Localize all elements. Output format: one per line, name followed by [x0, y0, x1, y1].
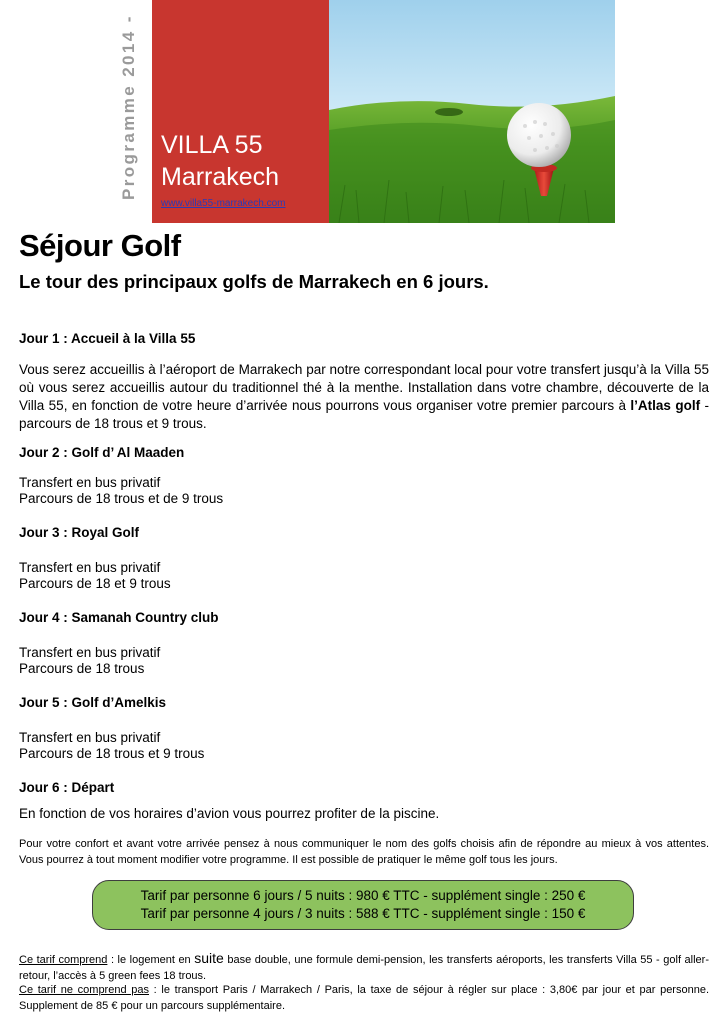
- day5-line1: Transfert en bus privatif: [19, 730, 161, 745]
- day4-line2: Parcours de 18 trous: [19, 661, 145, 676]
- day1-description: [19, 361, 709, 433]
- day3-line2: Parcours de 18 et 9 trous: [19, 576, 171, 591]
- includes-suite: suite: [194, 950, 224, 966]
- day2-line1: Transfert en bus privatif: [19, 475, 161, 490]
- day3-heading: Jour 3 : Royal Golf: [19, 525, 140, 540]
- comfort-note: Pour votre confort et avant votre arrivée pensez à nous communiquer le nom des golfs choisis afin de répondre au mieux à vos attentes. Vous pourrez à tout moment modifier votre programme. Il est possible de pratiquer le même golf tous les jours.: [19, 838, 709, 866]
- day1-heading: Jour 1 : Accueil à la Villa 55: [19, 331, 196, 346]
- day2-line2: Parcours de 18 trous et de 9 trous: [19, 491, 224, 506]
- day6-heading: Jour 6 : Départ: [19, 780, 115, 795]
- header-red-block: [152, 0, 329, 223]
- page-subtitle: Le tour des principaux golfs de Marrakech en 6 jours.: [19, 271, 489, 292]
- includes-label: Ce tarif comprend: [19, 954, 108, 966]
- tariff-includes: [19, 950, 709, 984]
- program-year-vertical: Programme 2014 -: [119, 14, 138, 200]
- includes-text-pre: : le logement en: [107, 954, 195, 966]
- villa-title-line2: Marrakech: [161, 163, 280, 191]
- excludes-label: Ce tarif ne comprend pas: [19, 984, 149, 996]
- day6-line1: En fonction de vos horaires d’avion vous pourrez profiter de la piscine.: [19, 806, 440, 821]
- website-link[interactable]: www.villa55-marrakech.com: [161, 198, 286, 209]
- villa-title-line1: VILLA 55: [161, 131, 263, 159]
- page-title: Séjour Golf: [19, 228, 181, 263]
- day1-atlas-golf: l’Atlas golf: [630, 398, 701, 413]
- pricing-box: [92, 880, 634, 930]
- day4-line1: Transfert en bus privatif: [19, 645, 161, 660]
- tariff-excludes: [19, 982, 709, 1014]
- day1-text-end: - parcours de 18 trous et 9 trous.: [19, 398, 709, 431]
- price-line-4-days: Tarif par personne 4 jours / 3 nuits : 588 € TTC - supplément single : 150 €: [140, 906, 586, 921]
- day1-text: Vous serez accueillis à l’aéroport de Marrakech par notre correspondant local pour votre transfert jusqu’à la Villa 55 où vous serez accueillis autour du traditionnel thé à la menthe. Installation dans votre chambre, découverte de la Villa 55, en fonction de votre heure d’arrivée nous pourrons vous organiser votre premier parcours à: [19, 362, 709, 413]
- price-line-6-days: Tarif par personne 6 jours / 5 nuits : 980 € TTC - supplément single : 250 €: [140, 888, 586, 903]
- includes-text-post: base double, une formule demi-pension, les transferts aéroports, les transferts Villa 55 - golf aller-retour, l’accès à 5 green fees 18 trous.: [19, 954, 709, 982]
- day2-heading: Jour 2 : Golf d’ Al Maaden: [19, 445, 185, 460]
- day5-heading: Jour 5 : Golf d’Amelkis: [19, 695, 167, 710]
- villa-title: [161, 129, 279, 193]
- day3-line1: Transfert en bus privatif: [19, 560, 161, 575]
- day5-line2: Parcours de 18 trous et 9 trous: [19, 746, 205, 761]
- golf-ball-photo: [329, 0, 615, 223]
- excludes-text: : le transport Paris / Marrakech / Paris, la taxe de séjour à régler sur place : 3,80€ par jour et par personne. Supplement de 85 € pour un parcours supplémentaire.: [19, 984, 709, 1012]
- day4-heading: Jour 4 : Samanah Country club: [19, 610, 219, 625]
